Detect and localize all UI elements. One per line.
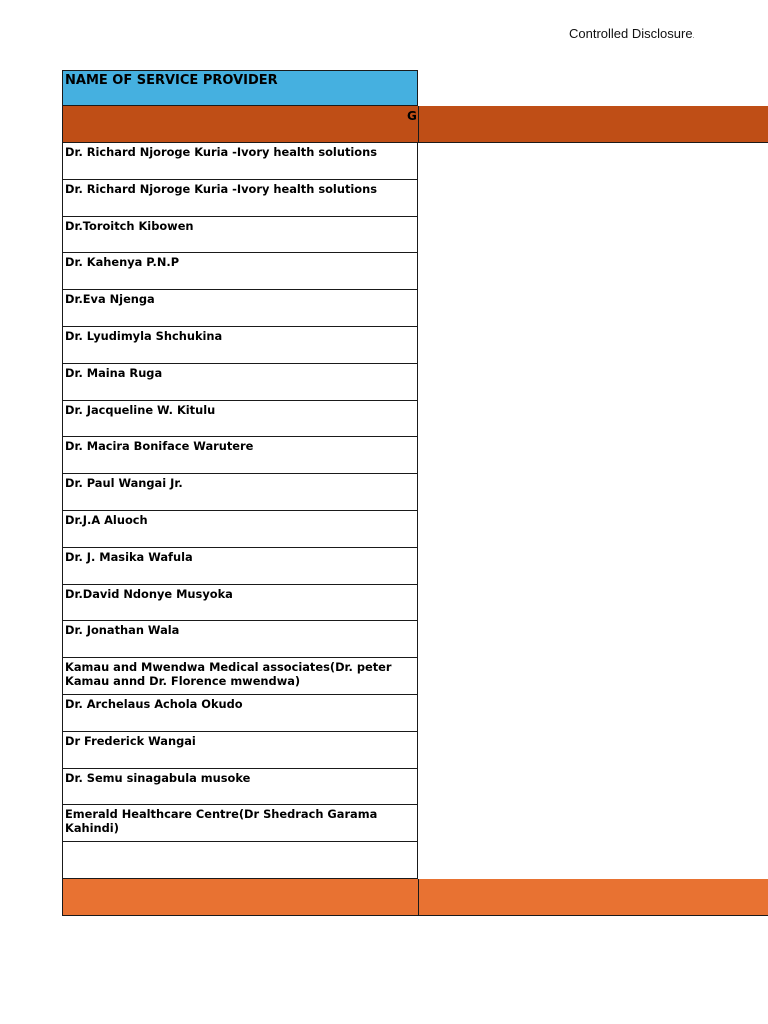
table-row: Dr. Richard Njoroge Kuria -Ivory health solutions <box>62 143 418 180</box>
table-row: Dr. Kahenya P.N.P <box>62 253 418 290</box>
table-row: Emerald Healthcare Centre(Dr Shedrach Garama Kahindi) <box>62 805 418 842</box>
table-row: Dr. Maina Ruga <box>62 364 418 401</box>
table-row: Dr. Semu sinagabula musoke <box>62 769 418 806</box>
table-title: NAME OF SERVICE PROVIDER <box>62 70 418 106</box>
band-column-letter: G <box>407 109 417 123</box>
table-row: Dr. Richard Njoroge Kuria -Ivory health solutions <box>62 180 418 217</box>
header-note-text: Controlled Disclosure <box>569 26 693 41</box>
table-rows <box>62 143 768 879</box>
table-row: Dr. Macira Boniface Warutere <box>62 437 418 474</box>
table-row: Dr. Paul Wangai Jr. <box>62 474 418 511</box>
section-band-top <box>62 106 768 143</box>
section-band-bottom <box>62 879 768 916</box>
controlled-disclosure-label <box>569 26 694 41</box>
table-row: Dr. Lyudimyla Shchukina <box>62 327 418 364</box>
table-row: Dr. Archelaus Achola Okudo <box>62 695 418 732</box>
table-row: Kamau and Mwendwa Medical associates(Dr. peter Kamau annd Dr. Florence mwendwa) <box>62 658 418 695</box>
service-provider-table <box>62 70 768 916</box>
column-divider <box>418 106 419 142</box>
table-row: Dr.Eva Njenga <box>62 290 418 327</box>
table-row: Dr Frederick Wangai <box>62 732 418 769</box>
table-row: Dr.J.A Aluoch <box>62 511 418 548</box>
table-row <box>62 842 418 879</box>
table-row: Dr. J. Masika Wafula <box>62 548 418 585</box>
table-row: Dr. Jacqueline W. Kitulu <box>62 401 418 438</box>
table-row: Dr. Jonathan Wala <box>62 621 418 658</box>
table-row: Dr.David Ndonye Musyoka <box>62 585 418 622</box>
table-row: Dr.Toroitch Kibowen <box>62 217 418 254</box>
header-note-suffix: . <box>692 34 695 40</box>
column-divider <box>418 879 419 915</box>
